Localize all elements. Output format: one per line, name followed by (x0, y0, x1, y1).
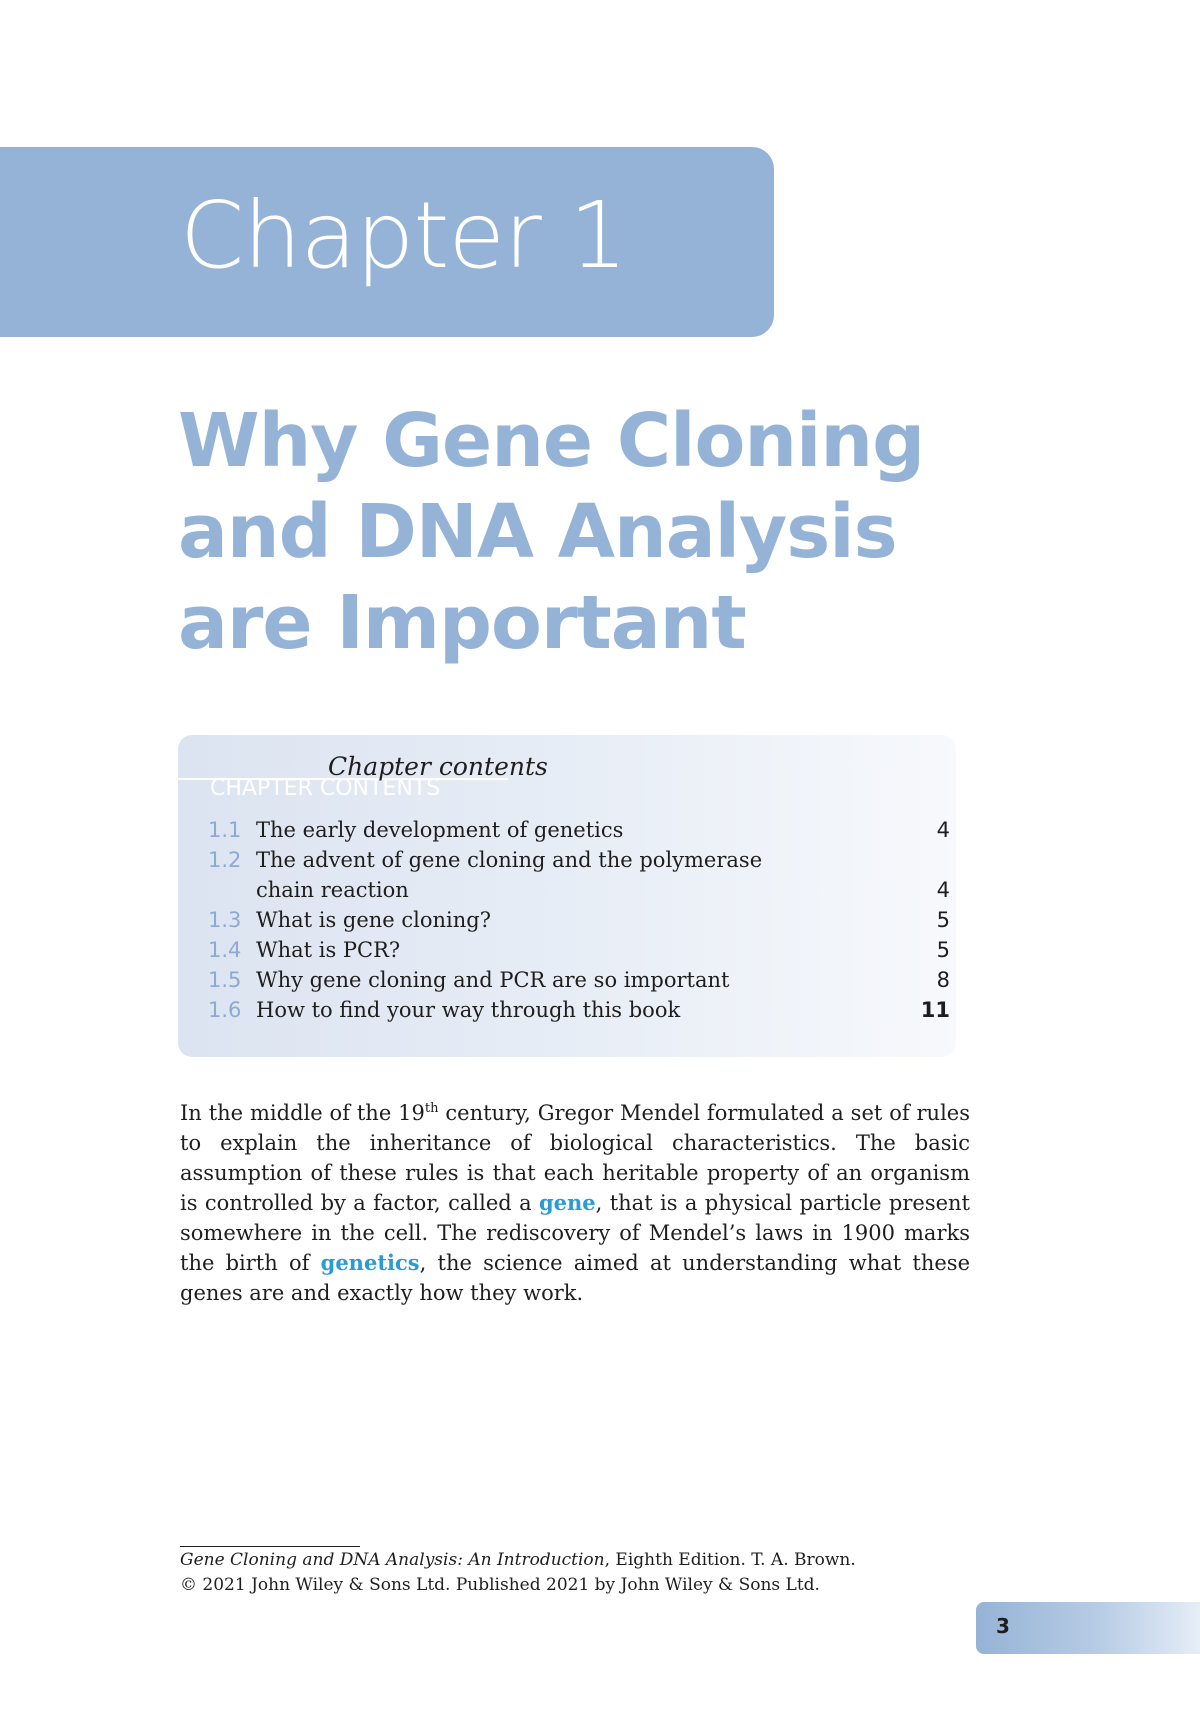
toc-title: What is PCR? (256, 938, 401, 962)
toc-page: 11 (920, 998, 950, 1022)
toc-entry-1-3[interactable] (208, 905, 950, 935)
toc-page: 5 (936, 938, 950, 962)
toc-title: What is gene cloning? (256, 908, 491, 932)
body-text-segment: century, Gregor Mendel formulated a set of rules to explain the inheritance of biological characteristics. The basic assumption of these rules is that each heritable property of an organism is controlled by a factor, called a (180, 1101, 971, 1215)
footnote-citation (180, 1548, 1080, 1573)
chapter-title-line-3: are Important (178, 580, 746, 666)
toc-entry-1-4[interactable] (208, 935, 950, 965)
toc-entry-1-5[interactable] (208, 965, 950, 995)
toc-number: 1.1 (208, 818, 242, 842)
toc-title: The early development of genetics (256, 818, 624, 842)
toc-number: 1.5 (208, 968, 242, 992)
footnote-edition: , Eighth Edition. T. A. Brown. (604, 1550, 856, 1570)
toc-title-continued: chain reaction (256, 878, 409, 902)
glossary-term-gene[interactable]: gene (538, 1190, 596, 1215)
footnote-book-title: Gene Cloning and DNA Analysis: An Introduction (180, 1550, 605, 1570)
toc-page: 4 (936, 818, 950, 842)
chapter-contents-box (178, 735, 956, 1057)
toc-page: 5 (936, 908, 950, 932)
toc-page: 8 (936, 968, 950, 992)
toc-title: Why gene cloning and PCR are so important (256, 968, 730, 992)
body-paragraph (180, 1098, 970, 1308)
page-number: 3 (996, 1614, 1010, 1638)
contents-ghost-heading: CHAPTER CONTENTS (210, 776, 441, 801)
body-text-segment: , the science aimed at understanding what these genes are and exactly how they work. (180, 1251, 970, 1305)
body-text-segment: In the middle of the 19 (180, 1101, 425, 1125)
footnote-rule (180, 1546, 360, 1547)
footnote-copyright: © 2021 John Wiley & Sons Ltd. Published 2021 by John Wiley & Sons Ltd. (180, 1575, 820, 1595)
toc-entry-1-2[interactable] (208, 845, 950, 905)
chapter-title (178, 396, 978, 669)
glossary-term-genetics[interactable]: genetics (320, 1250, 420, 1275)
toc-entry-1-6[interactable] (208, 995, 950, 1025)
ordinal-superscript: th (424, 1101, 439, 1116)
contents-heading: Chapter contents (328, 752, 548, 781)
toc-page: 4 (936, 878, 950, 902)
toc-title: The advent of gene cloning and the polymerase (256, 848, 763, 872)
toc-number: 1.3 (208, 908, 242, 932)
toc-number: 1.6 (208, 998, 242, 1022)
page-number-tab (976, 1602, 1200, 1654)
chapter-title-line-1: Why Gene Cloning (178, 398, 925, 484)
body-text-segment: , that is a physical particle present somewhere in the cell. The rediscovery of Mendel’s laws in 1900 marks the birth of (180, 1191, 970, 1275)
toc-title: How to find your way through this book (256, 998, 681, 1022)
chapter-label: Chapter 1 (180, 182, 627, 289)
chapter-title-line-2: and DNA Analysis (178, 489, 897, 575)
toc-number: 1.2 (208, 848, 242, 872)
toc-number: 1.4 (208, 938, 242, 962)
toc-entry-1-1[interactable] (208, 815, 950, 845)
footnote (180, 1548, 1080, 1598)
